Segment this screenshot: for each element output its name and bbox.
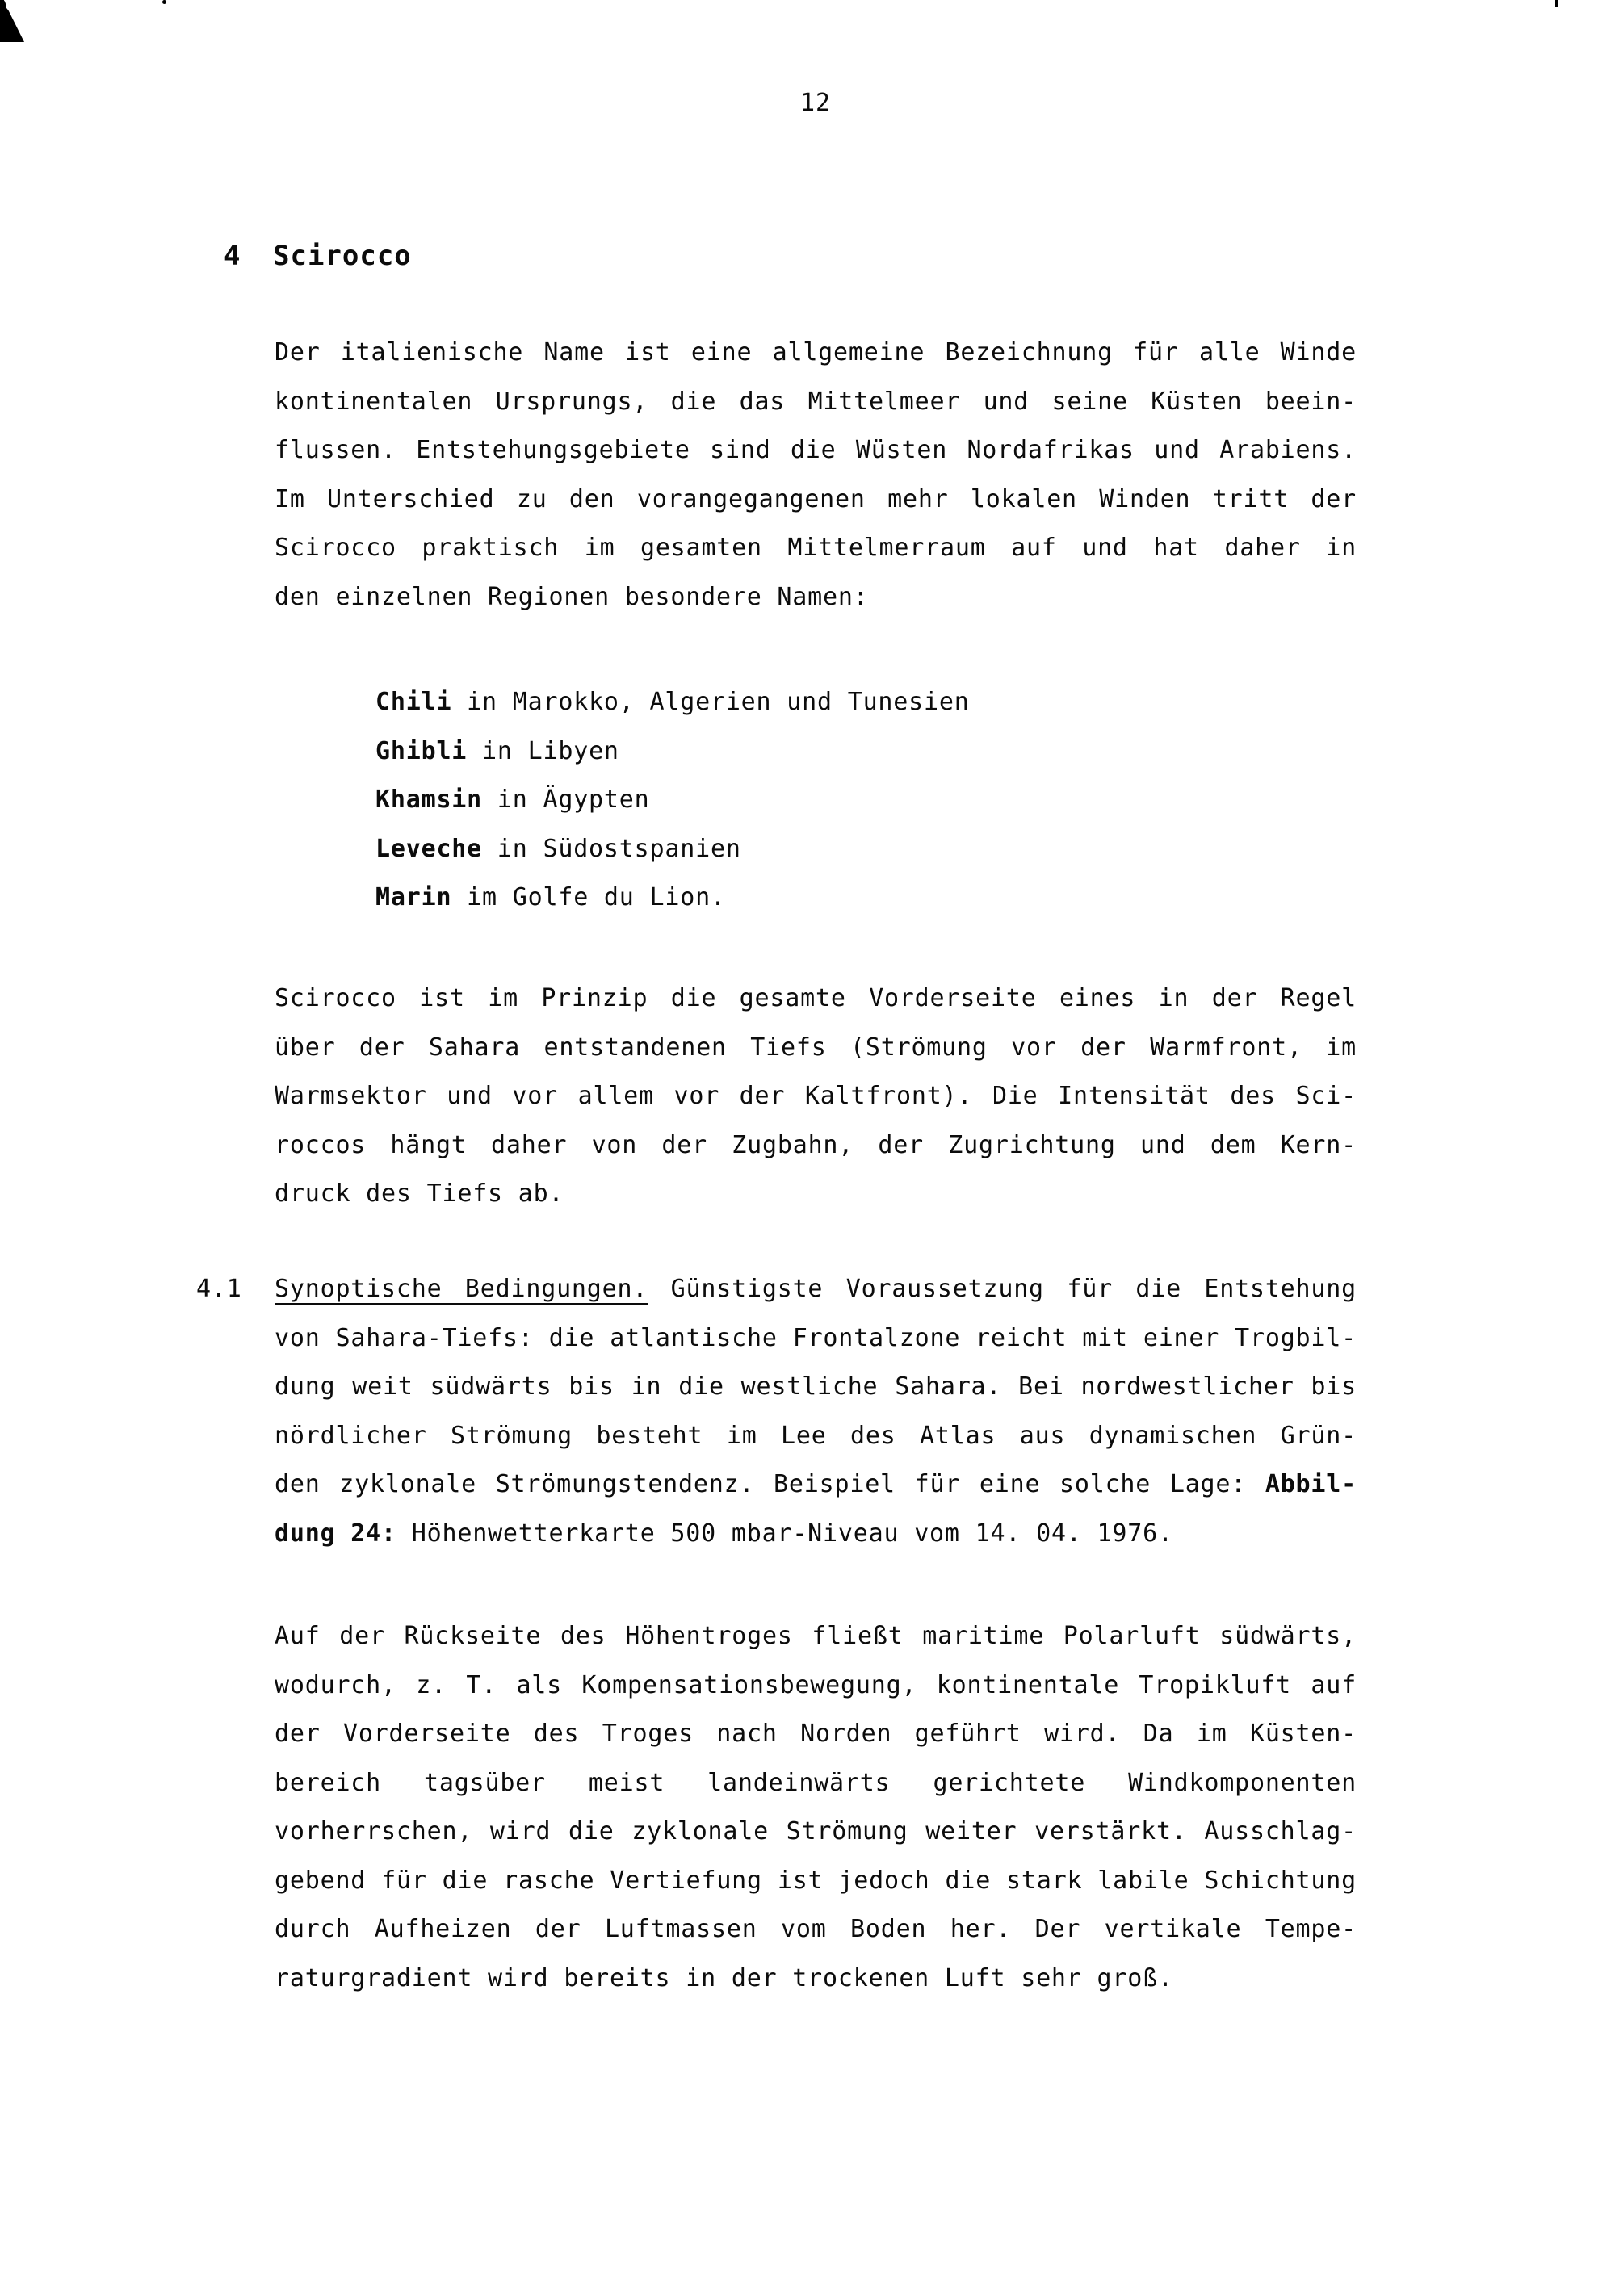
paragraph-trough-backside (275, 1612, 1357, 2003)
bold-text-segment: Ghibli (375, 736, 468, 765)
text-line: Der italienische Name ist eine allgemeine Bezeichnung für alle Winde (275, 338, 1357, 367)
bold-text-segment: Chili (375, 688, 452, 716)
text-segment: den zyklonale Strömungstendenz. Beispiel für eine solche Lage: (275, 1470, 1265, 1498)
text-line: über der Sahara entstandenen Tiefs (Strömung vor der Warmfront, im (275, 1033, 1357, 1062)
text-line: roccos hängt daher von der Zugbahn, der Zugrichtung und dem Kern- (275, 1130, 1357, 1159)
page-number: 12 (799, 89, 832, 117)
text-line: vorherrschen, wird die zyklonale Strömung weiter verstärkt. Ausschlag- (275, 1817, 1357, 1846)
bold-text-segment: dung 24: (275, 1519, 396, 1548)
paragraph-synoptic-conditions (275, 1265, 1357, 1558)
text-line: wodurch, z. T. als Kompensationsbewegung, kontinentale Tropikluft auf (275, 1670, 1357, 1699)
text-line (375, 874, 1183, 923)
scan-artifact-corner-blob (0, 0, 24, 42)
section-title-scirocco: Scirocco (273, 240, 412, 272)
text-line (375, 727, 1183, 777)
bold-text-segment: Marin (375, 883, 452, 911)
text-line: bereich tagsüber meist landeinwärts gerichtete Windkomponenten (275, 1768, 1357, 1797)
text-segment: im Golfe du Lion. (451, 883, 726, 911)
wind-names-list (375, 678, 1183, 923)
text-line (275, 1265, 1357, 1314)
text-segment: in Marokko, Algerien und Tunesien (451, 688, 970, 716)
bold-text-segment: Leveche (375, 834, 483, 863)
text-line: Scirocco praktisch im gesamten Mittelmerraum auf und hat daher in (275, 534, 1357, 562)
paragraph-scirocco-principle (275, 974, 1357, 1219)
text-segment: Günstigste Voraussetzung für die Entstehung (648, 1275, 1357, 1303)
bold-text-segment: Abbil- (1265, 1470, 1357, 1498)
text-segment: in Ägypten (482, 786, 650, 814)
section-number-4: 4 (224, 240, 241, 272)
bold-text-segment: Khamsin (375, 786, 483, 814)
text-line: Scirocco ist im Prinzip die gesamte Vorderseite eines in der Regel (275, 984, 1357, 1012)
text-segment: Höhenwetterkarte 500 mbar-Niveau vom 14. 04. 1976. (396, 1519, 1173, 1548)
text-line: Warmsektor und vor allem vor der Kaltfront). Die Intensität des Sci- (275, 1082, 1357, 1110)
text-line: von Sahara-Tiefs: die atlantische Frontalzone reicht mit einer Trogbil- (275, 1323, 1357, 1352)
scan-artifact-dot (162, 0, 166, 4)
paragraph-intro (275, 329, 1357, 622)
text-line (375, 825, 1183, 874)
text-segment: in Libyen (467, 736, 619, 765)
text-line: druck des Tiefs ab. (275, 1179, 564, 1208)
text-line: flussen. Entstehungsgebiete sind die Wüsten Nordafrikas und Arabiens. (275, 436, 1357, 464)
text-segment: in Südostspanien (482, 834, 741, 863)
section-number-4-1: 4.1 (196, 1275, 242, 1303)
text-line: Auf der Rückseite des Höhentroges fließt maritime Polarluft südwärts, (275, 1622, 1357, 1650)
text-line: gebend für die rasche Vertiefung ist jedoch die stark labile Schichtung (275, 1866, 1357, 1895)
text-line (375, 678, 1183, 727)
text-line: raturgradient wird bereits in der trockenen Luft sehr groß. (275, 1963, 1173, 1992)
text-line: kontinentalen Ursprungs, die das Mittelmeer und seine Küsten beein- (275, 387, 1357, 416)
text-line: dung weit südwärts bis in die westliche Sahara. Bei nordwestlicher bis (275, 1372, 1357, 1401)
underlined-text-segment: Synoptische Bedingungen. (275, 1275, 648, 1303)
text-line: durch Aufheizen der Luftmassen vom Boden her. Der vertikale Tempe- (275, 1915, 1357, 1943)
text-line (375, 776, 1183, 825)
text-line (275, 1460, 1357, 1510)
text-line: Im Unterschied zu den vorangegangenen mehr lokalen Winden tritt der (275, 484, 1357, 513)
text-line (275, 1510, 1357, 1559)
text-line: nördlicher Strömung besteht im Lee des Atlas aus dynamischen Grün- (275, 1421, 1357, 1450)
text-line: der Vorderseite des Troges nach Norden geführt wird. Da im Küsten- (275, 1720, 1357, 1748)
scan-artifact-dot (1555, 0, 1558, 7)
text-line: den einzelnen Regionen besondere Namen: (275, 582, 869, 611)
